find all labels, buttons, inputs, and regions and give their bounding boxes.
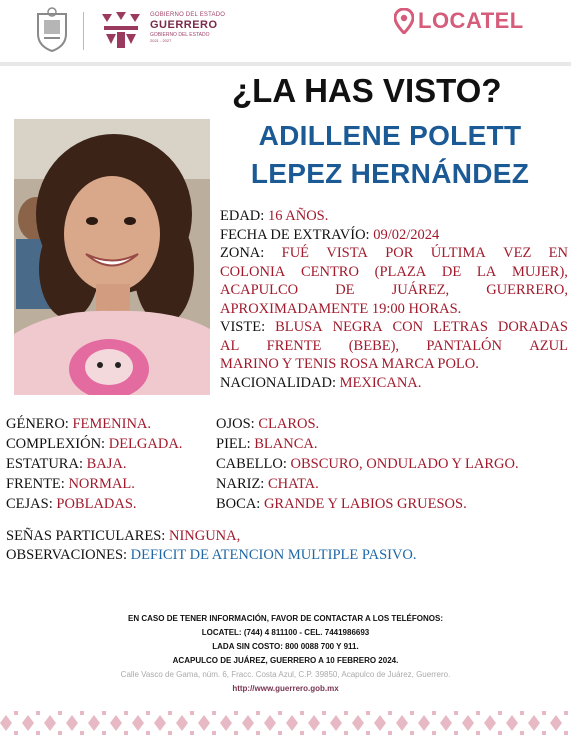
fecha-label: FECHA DE EXTRAVÍO: (220, 226, 370, 243)
guerrero-government-logo (98, 10, 144, 52)
missing-person-photo (14, 119, 210, 395)
website-link[interactable]: http://www.guerrero.gob.mx (232, 684, 339, 693)
viste-row-1 (220, 318, 568, 337)
viste-label: VISTE: (220, 319, 266, 335)
cejas-label: CEJAS: (6, 496, 53, 512)
office-address: Calle Vasco de Gama, núm. 6, Fracc. Costa Azul, C.P. 39850, Acapulco de Juárez, Guerrero. (120, 670, 451, 679)
zona-line-4: APROXIMADAMENTE 19:00 HORAS. (220, 300, 462, 317)
genero-label: GÉNERO: (6, 416, 69, 432)
zona-word: CENTRO (300, 263, 359, 280)
locatel-logo (394, 8, 524, 34)
details-block (220, 207, 568, 392)
frente-value: NORMAL. (68, 476, 135, 492)
zona-word: COLONIA (220, 263, 286, 280)
ojos-label: OJOS: (216, 416, 255, 432)
zona-row-4 (220, 300, 568, 319)
government-name (150, 12, 225, 43)
boca-row (216, 496, 467, 513)
piel-value: BLANCA. (254, 436, 318, 452)
boca-value: GRANDE Y LABIOS GRUESOS. (263, 496, 467, 512)
zona-word: DE (441, 263, 462, 280)
viste-word: AL (220, 337, 240, 354)
zona-word: ACAPULCO (220, 282, 299, 298)
header (0, 0, 571, 62)
cejas-row (6, 496, 137, 513)
viste-word: FRENTE (266, 337, 322, 354)
zona-word: GUERRERO, (486, 282, 568, 298)
fecha-value: 09/02/2024 (373, 226, 440, 243)
cejas-value: POBLADAS. (56, 496, 137, 512)
ojos-value: CLAROS. (258, 416, 320, 432)
place-date: ACAPULCO DE JUÁREZ, GUERRERO A 10 FEBRERO 2024. (172, 656, 399, 665)
gob-years: 2021 - 2027 (150, 38, 172, 43)
viste-word: PANTALÓN (426, 337, 503, 354)
edad-row (220, 207, 568, 226)
observaciones-row (6, 547, 417, 564)
contact-intro: EN CASO DE TENER INFORMACIÓN, FAVOR DE CONTACTAR A LOS TELÉFONOS: (128, 614, 443, 623)
senas-label: SEÑAS PARTICULARES: (6, 528, 166, 544)
viste-word: NEGRA (332, 319, 383, 335)
zona-word: VISTA (326, 245, 368, 261)
gob-subtitle-2: GOBIERNO DEL ESTADO (150, 32, 210, 38)
complexion-label: COMPLEXIÓN: (6, 436, 106, 452)
poster-title: ¿LA HAS VISTO? (232, 72, 502, 109)
zona-row-3 (220, 281, 568, 300)
header-band (0, 62, 571, 66)
zona-word: POR (385, 245, 414, 261)
viste-word: AZUL (529, 337, 568, 354)
nacionalidad-label: NACIONALIDAD: (220, 374, 336, 391)
complexion-value: DELGADA. (108, 436, 183, 452)
estatura-value: BAJA. (86, 456, 127, 472)
piel-label: PIEL: (216, 436, 251, 452)
cabello-row (216, 456, 519, 473)
zona-word: JUÁREZ, (391, 282, 450, 298)
gob-name: GUERRERO (150, 19, 218, 31)
contact-footer (0, 612, 571, 696)
viste-word: CON (392, 319, 424, 335)
nariz-row (216, 476, 319, 493)
piel-row (216, 436, 318, 453)
person-name-line-1: ADILLENE POLETT (258, 120, 522, 151)
ojos-row (216, 416, 319, 433)
person-name-line-2: LEPEZ HERNÁNDEZ (250, 158, 530, 189)
viste-word: LETRAS (433, 319, 488, 335)
complexion-row (6, 436, 182, 453)
viste-line-3: MARINO Y TENIS ROSA MARCA POLO. (220, 356, 479, 372)
observaciones-value: DEFICIT DE ATENCION MULTIPLE PASIVO. (130, 547, 417, 563)
senas-row (6, 528, 240, 545)
viste-word: DORADAS (497, 319, 568, 335)
viste-word: BLUSA (275, 319, 323, 335)
genero-value: FEMENINA. (72, 416, 152, 432)
locatel-wordmark: LOCATEL (418, 8, 524, 33)
zona-word: MUJER), (511, 263, 568, 280)
zona-word: DE (335, 282, 355, 298)
frente-label: FRENTE: (6, 476, 65, 492)
zona-row-1 (220, 244, 568, 263)
location-pin-icon (394, 8, 414, 34)
cabello-label: CABELLO: (216, 456, 287, 472)
zona-label: ZONA: (220, 245, 265, 261)
viste-row-3 (220, 355, 568, 374)
nacionalidad-row (220, 374, 568, 393)
boca-label: BOCA: (216, 496, 261, 512)
cabello-value: OBSCURO, ONDULADO Y LARGO. (290, 456, 519, 472)
frente-row (6, 476, 135, 493)
state-shield-logo (34, 6, 70, 52)
fecha-row (220, 226, 568, 245)
zona-row-2 (220, 263, 568, 282)
viste-row-2 (220, 337, 568, 356)
zona-word: EN (548, 245, 568, 261)
contact-phones: LOCATEL: (744) 4 811100 - CEL. 7441986693 (201, 628, 370, 637)
nacionalidad-value: MEXICANA. (339, 374, 422, 391)
zona-word: VEZ (503, 245, 532, 261)
nariz-label: NARIZ: (216, 476, 265, 492)
estatura-label: ESTATURA: (6, 456, 83, 472)
edad-value: 16 AÑOS. (267, 208, 329, 224)
zona-word: FUÉ (281, 245, 310, 261)
viste-word: (BEBE), (348, 337, 400, 354)
estatura-row (6, 456, 127, 473)
decorative-pattern-band (0, 706, 571, 740)
edad-label: EDAD: (220, 208, 265, 224)
gob-subtitle: GOBIERNO DEL ESTADO (150, 12, 226, 18)
zona-word: LA (476, 263, 497, 280)
senas-value: NINGUNA, (168, 528, 241, 544)
zona-word: (PLAZA (374, 263, 427, 280)
zona-word: ÚLTIMA (430, 245, 486, 261)
contact-toll-free: LADA SIN COSTO: 800 0088 700 Y 911. (212, 642, 359, 651)
header-divider (83, 12, 84, 50)
genero-row (6, 416, 151, 433)
observaciones-label: OBSERVACIONES: (6, 547, 128, 563)
nariz-value: CHATA. (267, 476, 319, 492)
